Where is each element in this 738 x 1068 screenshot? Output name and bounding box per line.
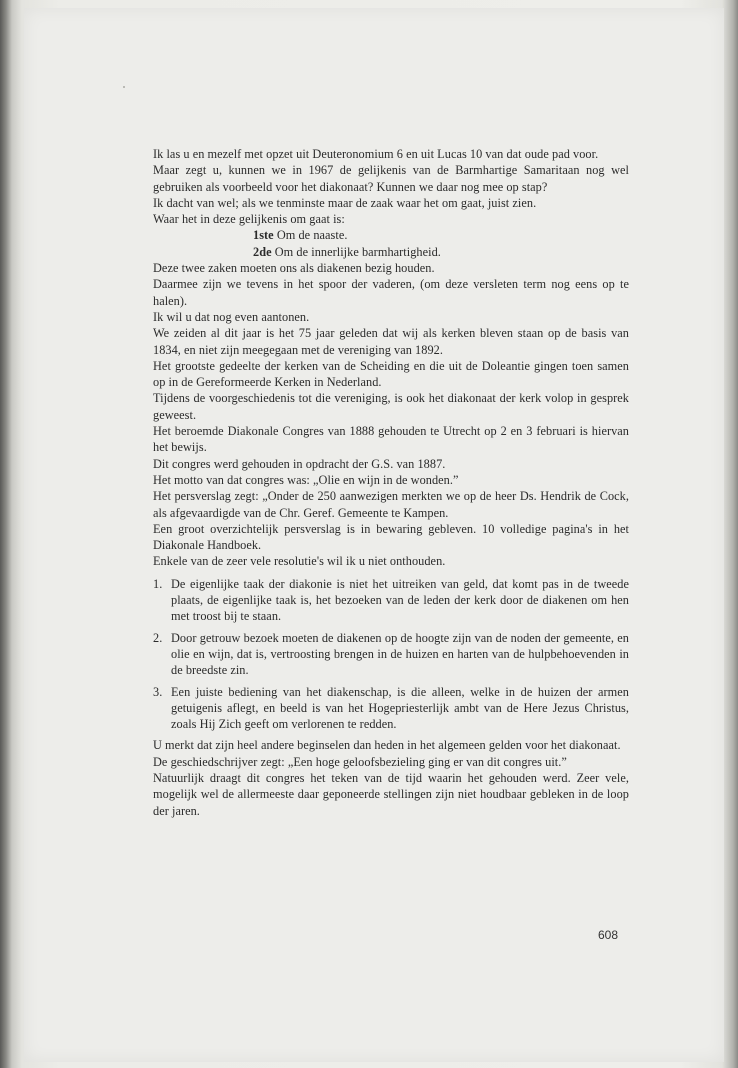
paragraph: De geschiedschrijver zegt: „Een hoge geloofsbezieling ging er van dit congres uit.” xyxy=(153,754,567,769)
list-item-text: Een juiste bediening van het diakenschap, is die alleen, welke in de huizen der armen getuigenis aflegt, en beeld is van het Hogepriesterlijk ambt van de Here Jezus Christus, zoals Hij Zich geeft om verlorenen te redden. xyxy=(171,684,629,732)
point-text: Om de innerlijke barmhartigheid. xyxy=(274,244,441,259)
page-body-text xyxy=(153,146,629,819)
point-ordinal: 2de xyxy=(253,244,272,259)
paragraph: Natuurlijk draagt dit congres het teken van de tijd waarin het gehouden werd. Zeer vele, mogelijk wel de allermeeste daar geponeerde stellingen zijn niet houdbaar gebleken in de loop der jaren. xyxy=(153,770,629,818)
paragraph: Waar het in deze gelijkenis om gaat is: xyxy=(153,212,345,227)
paragraph: Het motto van dat congres was: „Olie en wijn in de wonden.” xyxy=(153,472,459,487)
paragraph: We zeiden al dit jaar is het 75 jaar geleden dat wij als kerken bleven staan op de basis van 1834, en niet zijn meegegaan met de vereniging van 1892. xyxy=(153,326,629,357)
paragraph: Het beroemde Diakonale Congres van 1888 gehouden te Utrecht op 2 en 3 februari is hiervan het bewijs. xyxy=(153,424,629,455)
point-ordinal: 1ste xyxy=(253,228,274,243)
point-text: Om de naaste. xyxy=(276,228,348,243)
list-item-text: Door getrouw bezoek moeten de diakenen op de hoogte zijn van de noden der gemeente, en olie en wijn, dat is, vertroosting brengen in de huizen en harten van de hulpbehoevenden in de breedste zin. xyxy=(171,630,629,678)
scan-speck xyxy=(123,86,125,88)
list-item xyxy=(153,576,629,625)
paragraph: Een groot overzichtelijk persverslag is in bewaring gebleven. 10 volledige pagina's in het Diakonale Handboek. xyxy=(153,521,629,553)
point-second xyxy=(153,244,629,260)
paragraph: Ik dacht van wel; als we tenminste maar de zaak waar het om gaat, juist zien. xyxy=(153,195,537,210)
paragraph: Deze twee zaken moeten ons als diakenen bezig houden. xyxy=(153,261,435,276)
paragraph: Ik las u en mezelf met opzet uit Deuteronomium 6 en uit Lucas 10 van dat oude pad voor. xyxy=(153,147,599,161)
list-item-text: De eigenlijke taak der diakonie is niet het uitreiken van geld, dat komt pas in de tweede plaats, de eigenlijke taak is, het bezoeken van de leden der kerk door de diakenen om hen met troost bij te staan. xyxy=(171,576,629,624)
list-number: 2. xyxy=(153,630,163,645)
list-item xyxy=(153,684,629,733)
paragraph: Het grootste gedeelte der kerken van de Scheiding en die uit de Doleantie gingen toen samen op in de Gereformeerde Kerken in Nederland. xyxy=(153,358,629,390)
list-item xyxy=(153,630,629,679)
paragraph: Tijdens de voorgeschiedenis tot die vereniging, is ook het diakonaat der kerk volop in gesprek geweest. xyxy=(153,391,629,422)
paragraph: Dit congres werd gehouden in opdracht der G.S. van 1887. xyxy=(153,456,446,471)
paragraph: Ik wil u dat nog even aantonen. xyxy=(153,309,310,324)
paragraph: Het persverslag zegt: „Onder de 250 aanwezigen merkten we op de heer Ds. Hendrik de Cock, als afgevaardigde van de Chr. Geref. Gemeente te Kampen. xyxy=(153,489,629,520)
list-number: 1. xyxy=(153,576,163,591)
paragraph: Enkele van de zeer vele resolutie's wil ik u niet onthouden. xyxy=(153,554,446,569)
resolutions-list xyxy=(153,576,629,733)
page-number: 608 xyxy=(598,928,619,942)
paragraph: Daarmee zijn we tevens in het spoor der vaderen, (om deze versleten term nog eens op te halen). xyxy=(153,277,629,308)
list-number: 3. xyxy=(153,684,163,699)
point-first xyxy=(153,227,629,243)
paragraph: U merkt dat zijn heel andere beginselen dan heden in het algemeen gelden voor het diakonaat. xyxy=(153,738,621,753)
paragraph: Maar zegt u, kunnen we in 1967 de gelijkenis van de Barmhartige Samaritaan nog wel gebruiken als voorbeeld voor het diakonaat? Kunnen we daar nog mee op stap? xyxy=(153,163,629,194)
